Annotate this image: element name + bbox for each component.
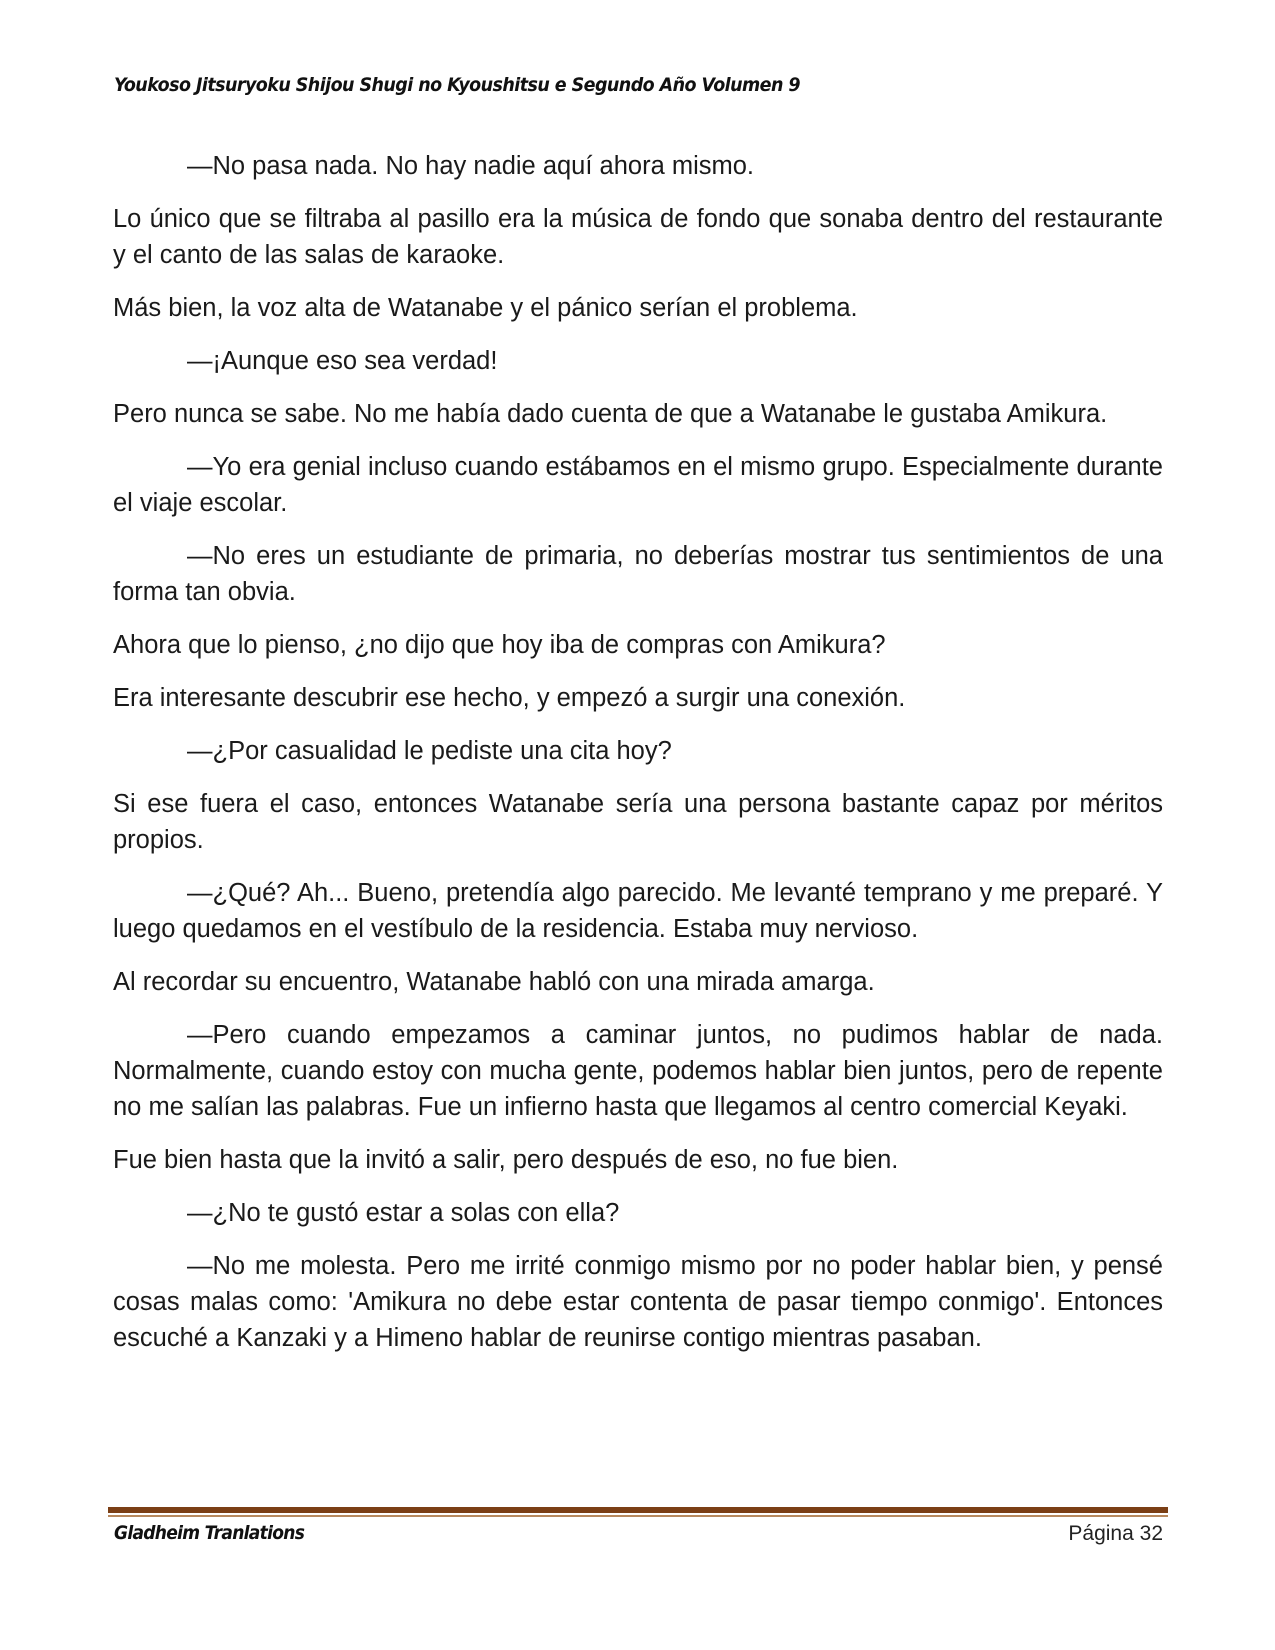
narration-paragraph: Fue bien hasta que la invitó a salir, pero después de eso, no fue bien. xyxy=(113,1146,899,1174)
narration-paragraph: Si ese fuera el caso, entonces Watanabe sería una persona bastante capaz por méritos propios. xyxy=(113,790,1163,854)
dialogue-paragraph: —¿No te gustó estar a solas con ella? xyxy=(187,1199,620,1227)
narration-paragraph: Más bien, la voz alta de Watanabe y el pánico serían el problema. xyxy=(113,294,858,322)
narration-paragraph: Al recordar su encuentro, Watanabe habló con una mirada amarga. xyxy=(113,968,875,996)
footer-rule-thin xyxy=(108,1515,1168,1517)
dialogue-paragraph: —¡Aunque eso sea verdad! xyxy=(187,347,498,375)
dialogue-paragraph: —No eres un estudiante de primaria, no deberías mostrar tus sentimientos de una forma tan obvia. xyxy=(113,542,1163,606)
dialogue-paragraph: —No pasa nada. No hay nadie aquí ahora mismo. xyxy=(187,152,755,180)
footer-rule xyxy=(108,1507,1168,1513)
page-number xyxy=(1068,1522,1163,1546)
dialogue-paragraph: —Pero cuando empezamos a caminar juntos, no pudimos hablar de nada. Normalmente, cuando estoy con mucha gente, podemos hablar bien juntos, pero de repente no me salían las palabras. Fue un infierno hasta que llegamos al centro comercial Keyaki. xyxy=(113,1021,1163,1121)
dialogue-paragraph: —Yo era genial incluso cuando estábamos en el mismo grupo. Especialmente durante el viaje escolar. xyxy=(113,453,1163,517)
dialogue-paragraph: —¿Qué? Ah... Bueno, pretendía algo parecido. Me levanté temprano y me preparé. Y luego quedamos en el vestíbulo de la residencia. Estaba muy nervioso. xyxy=(113,879,1163,943)
page-number-value: 32 xyxy=(1139,1522,1163,1545)
page-label: Página xyxy=(1068,1522,1134,1545)
dialogue-paragraph: —¿Por casualidad le pediste una cita hoy? xyxy=(187,737,672,765)
running-header: Youkoso Jitsuryoku Shijou Shugi no Kyoushitsu e Segundo Año Volumen 9 xyxy=(114,74,801,96)
footer-credit: Gladheim Tranlations xyxy=(114,1522,305,1544)
dialogue-paragraph: —No me molesta. Pero me irrité conmigo mismo por no poder hablar bien, y pensé cosas malas como: 'Amikura no debe estar contenta de pasar tiempo conmigo'. Entonces escuché a Kanzaki y a Himeno hablar de reunirse contigo mientras pasaban. xyxy=(113,1252,1163,1352)
narration-paragraph: Ahora que lo pienso, ¿no dijo que hoy iba de compras con Amikura? xyxy=(113,631,886,659)
narration-paragraph: Era interesante descubrir ese hecho, y empezó a surgir una conexión. xyxy=(113,684,906,712)
narration-paragraph: Pero nunca se sabe. No me había dado cuenta de que a Watanabe le gustaba Amikura. xyxy=(113,400,1108,428)
page-body xyxy=(113,148,1163,1373)
narration-paragraph: Lo único que se filtraba al pasillo era la música de fondo que sonaba dentro del restaurante y el canto de las salas de karaoke. xyxy=(113,205,1163,269)
